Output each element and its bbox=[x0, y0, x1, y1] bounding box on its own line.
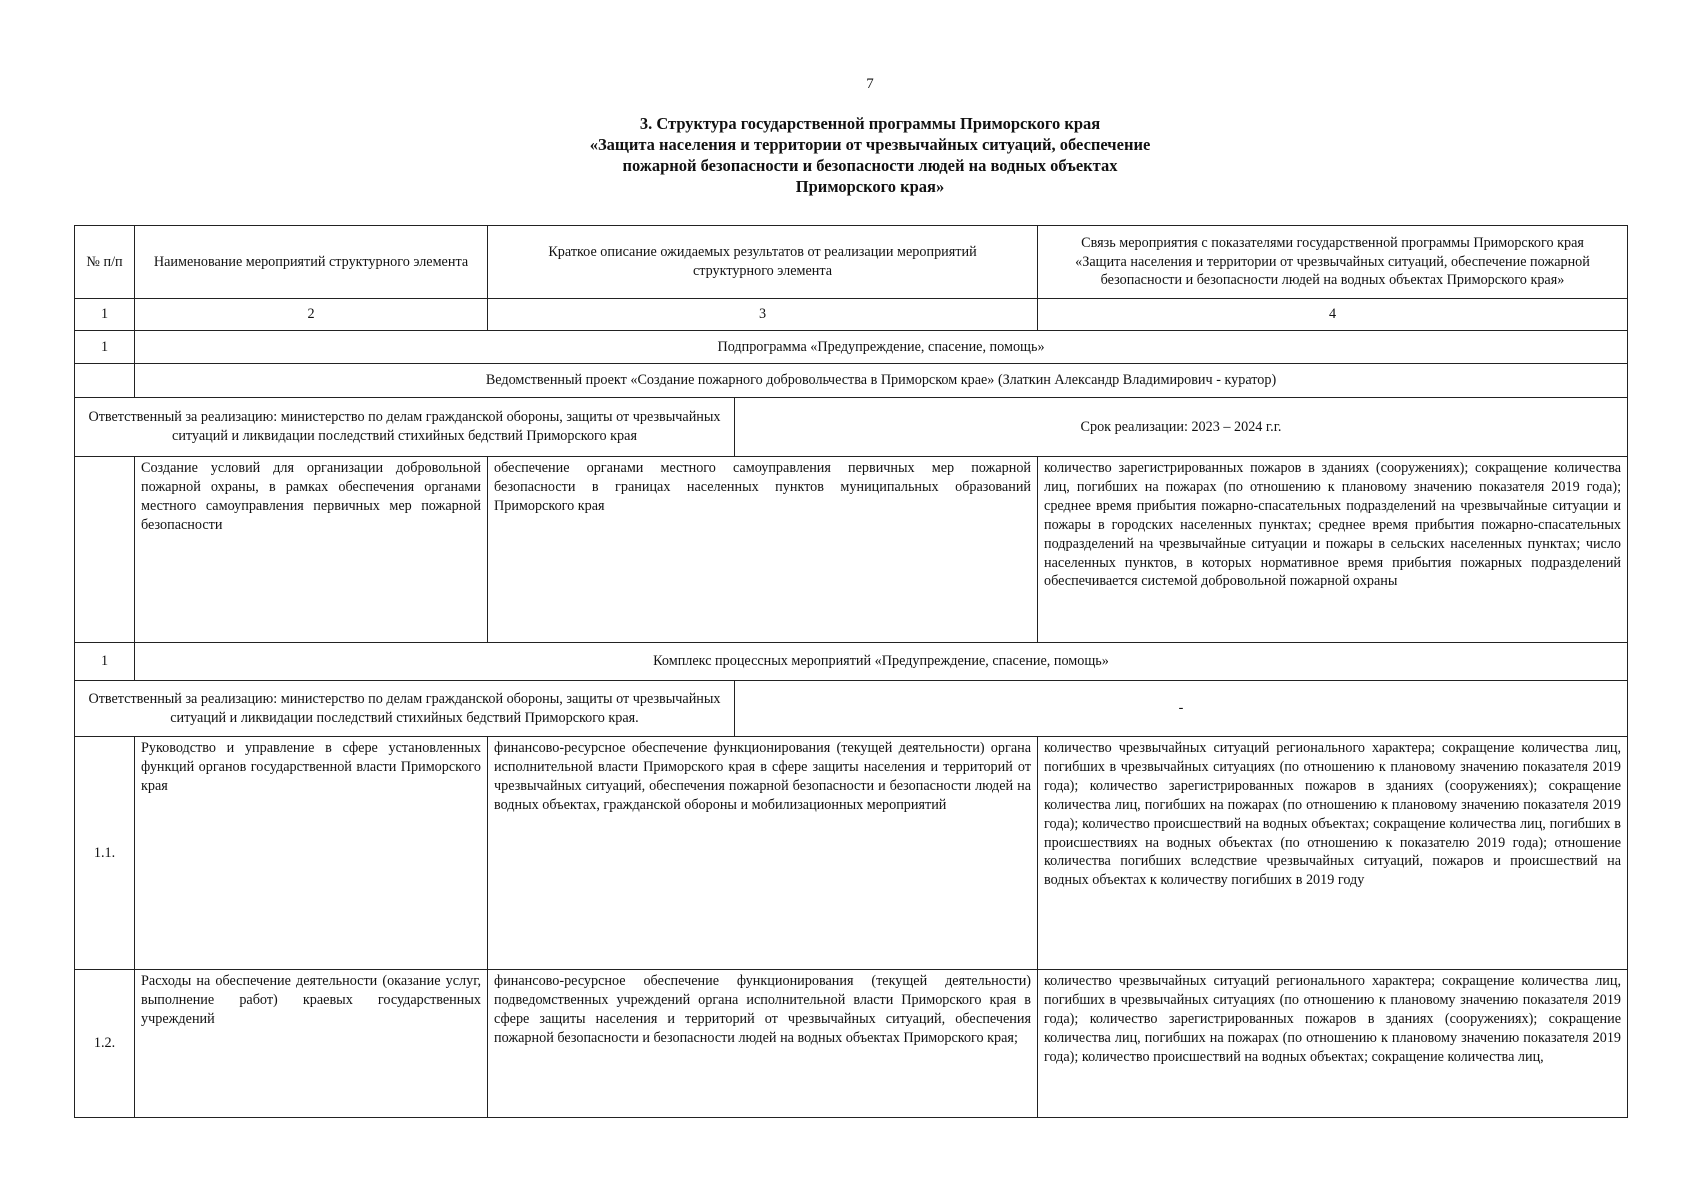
row-1-2-number: 1.2. bbox=[75, 970, 135, 1118]
title-line-2: «Защита населения и территории от чрезвычайных ситуаций, обеспечение bbox=[589, 135, 1151, 154]
row-1-2-name: Расходы на обеспечение деятельности (оказание услуг, выполнение работ) краевых государственных учреждений bbox=[135, 970, 488, 1118]
row-1-2-description: финансово-ресурсное обеспечение функционирования (текущей деятельности) подведомственных учреждений органа исполнительной власти Приморского края в сфере защиты населения и территорий от чрезвычайных ситуаций, обеспечения пожарной безопасности и безопасности людей на водных объектах Приморского края; bbox=[488, 970, 1038, 1118]
responsible-text-2: Ответственный за реализацию: министерство по делам гражданской обороны, защиты от чрезвычайных ситуаций и ликвидации последствий стихийных бедствий Приморского края. bbox=[75, 681, 735, 737]
title-line-4: Приморского края» bbox=[795, 177, 945, 196]
implementation-term-2: - bbox=[735, 681, 1628, 737]
colnum-2: 2 bbox=[135, 299, 488, 331]
project-number-cell bbox=[75, 364, 135, 398]
complex-number: 1 bbox=[75, 643, 135, 681]
program-structure-table bbox=[74, 225, 1628, 1118]
complex-row bbox=[75, 643, 1628, 681]
colnum-1: 1 bbox=[75, 299, 135, 331]
row-1-1-number: 1.1. bbox=[75, 737, 135, 970]
column-numbers-row bbox=[75, 299, 1628, 331]
header-description: Краткое описание ожидаемых результатов от реализации мероприятий структурного элемента bbox=[488, 226, 1038, 299]
project-activity-indicators: количество зарегистрированных пожаров в зданиях (сооружениях); сокращение количества лиц, погибших на пожарах (по отношению к плановому значению показателя 2019 года); среднее время прибытия пожарно-спасательных подразделений на чрезвычайные ситуации и пожары в городских населенных пунктах; среднее время прибытия пожарно-спасательных подразделений на чрезвычайные ситуации и пожары в сельских населенных пунктах; число населенных пунктов, в которых нормативное время прибытия пожарных подразделений обеспечивается системой добровольной пожарной охраны bbox=[1038, 457, 1628, 643]
table-row bbox=[75, 737, 1628, 970]
row-1-1-name: Руководство и управление в сфере установленных функций органов государственной власти Приморского края bbox=[135, 737, 488, 970]
project-activity-number bbox=[75, 457, 135, 643]
responsible-text-1: Ответственный за реализацию: министерство по делам гражданской обороны, защиты от чрезвычайных ситуаций и ликвидации последствий стихийных бедствий Приморского края bbox=[75, 398, 735, 457]
row-1-2-indicators: количество чрезвычайных ситуаций регионального характера; сокращение количества лиц, погибших в чрезвычайных ситуациях (по отношению к плановому значению показателя 2019 года); количество зарегистрированных пожаров в зданиях (сооружениях); сокращение количества лиц, погибших на пожарах (по отношению к плановому значению показателя 2019 года); количество происшествий на водных объектах; сокращение количества лиц, bbox=[1038, 970, 1628, 1118]
project-activity-row bbox=[75, 457, 1628, 643]
colnum-4: 4 bbox=[1038, 299, 1628, 331]
title-line-3: пожарной безопасности и безопасности людей на водных объектах bbox=[622, 156, 1118, 175]
project-activity-name: Создание условий для организации добровольной пожарной охраны, в рамках обеспечения органами местного самоуправления первичных мер пожарной безопасности bbox=[135, 457, 488, 643]
title-line-1: 3. Структура государственной программы Приморского края bbox=[639, 114, 1101, 133]
project-activity-description: обеспечение органами местного самоуправления первичных мер пожарной безопасности в границах населенных пунктов муниципальных образований Приморского края bbox=[488, 457, 1038, 643]
responsible-row-1 bbox=[75, 398, 1628, 457]
row-1-1-description: финансово-ресурсное обеспечение функционирования (текущей деятельности) органа исполнительной власти Приморского края в сфере защиты населения и территорий от чрезвычайных ситуаций, обеспечения пожарной безопасности и безопасности людей на водных объектах, гражданской обороны и мобилизационных мероприятий bbox=[488, 737, 1038, 970]
responsible-row-2 bbox=[75, 681, 1628, 737]
implementation-term: Срок реализации: 2023 – 2024 г.г. bbox=[735, 398, 1628, 457]
header-indicators: Связь мероприятия с показателями государственной программы Приморского края «Защита населения и территории от чрезвычайных ситуаций, обеспечение пожарной безопасности и безопасности людей на водных объектах Приморского края» bbox=[1038, 226, 1628, 299]
document-title bbox=[0, 113, 1698, 197]
header-name: Наименование мероприятий структурного элемента bbox=[135, 226, 488, 299]
project-row bbox=[75, 364, 1628, 398]
subprogram-title: Подпрограмма «Предупреждение, спасение, помощь» bbox=[135, 331, 1628, 364]
header-number: № п/п bbox=[75, 226, 135, 299]
page-number: 7 bbox=[866, 76, 874, 92]
table-row bbox=[75, 970, 1628, 1118]
table-header-row bbox=[75, 226, 1628, 299]
row-1-1-indicators: количество чрезвычайных ситуаций регионального характера; сокращение количества лиц, погибших в чрезвычайных ситуациях (по отношению к плановому значению показателя 2019 года); количество зарегистрированных пожаров в зданиях (сооружениях); сокращение количества лиц, погибших на пожарах (по отношению к плановому значению показателя 2019 года); количество происшествий на водных объектах; сокращение количества лиц, погибших в происшествиях на водных объектах (по отношению к показателю 2019 года); отношение количества погибших вследствие чрезвычайных ситуаций, пожаров и происшествий на водных объектах к количеству погибших в 2019 году bbox=[1038, 737, 1628, 970]
subprogram-row bbox=[75, 331, 1628, 364]
project-title: Ведомственный проект «Создание пожарного добровольчества в Приморском крае» (Златкин Александр Владимирович - куратор) bbox=[135, 364, 1628, 398]
subprogram-number: 1 bbox=[75, 331, 135, 364]
colnum-3: 3 bbox=[488, 299, 1038, 331]
complex-title: Комплекс процессных мероприятий «Предупреждение, спасение, помощь» bbox=[135, 643, 1628, 681]
